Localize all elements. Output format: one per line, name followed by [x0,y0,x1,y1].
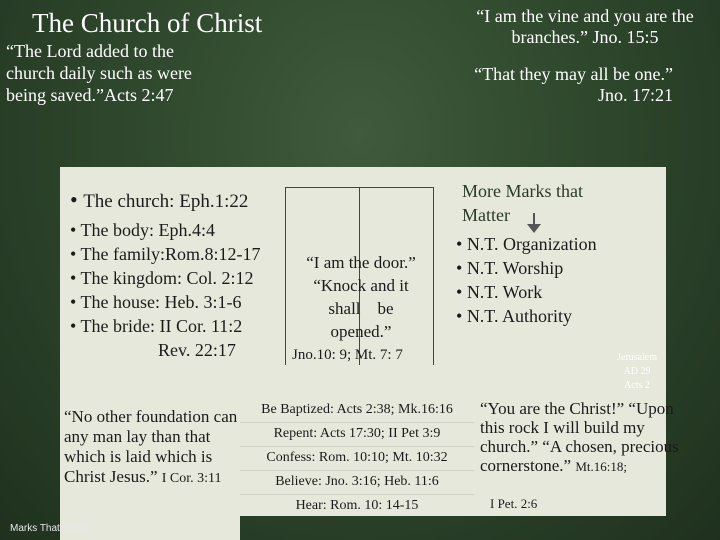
marks-heading-line: More Marks that [462,181,583,201]
bullet-icon: • [70,220,81,240]
page-title: The Church of Christ [32,8,263,38]
jerusalem-note [612,351,662,393]
rock-reference: Mt.16:18; [575,459,627,474]
step-repent: Repent: Acts 17:30; II Pet 3:9 [240,422,474,447]
bullet-icon: • [70,316,81,336]
step-believe: Believe: Jno. 3:16; Heb. 11:6 [240,470,474,495]
step-hear: Hear: Rom. 10: 14-15 [295,498,419,513]
marks-list [456,232,597,328]
list-item: • N.T. Authority [456,306,572,326]
door-outline-left [285,187,286,365]
bullet-icon: • [456,306,467,326]
bullet-icon: • [70,268,81,288]
list-item: • The church: Eph.1:22 [70,187,249,212]
bullet-icon: • [456,282,467,302]
foundation-quote: “No other foundation can any man lay than that which is laid which is Christ Jesus.” I Cor. 3:11 [64,407,238,486]
marks-heading [462,179,583,227]
bullet-icon: • [70,187,84,212]
bullet-icon: • [456,234,467,254]
list-item-continuation: Rev. 22:17 [158,340,236,360]
door-quote-line: “Knock and it [313,276,409,295]
list-item: • The bride: II Cor. 11:2 [70,316,243,336]
door-quote-line: opened.” [330,322,392,341]
list-item: • The body: Eph.4:4 [70,220,215,240]
list-item: • The kingdom: Col. 2:12 [70,268,254,288]
step-baptized: Be Baptized: Acts 2:38; Mk.16:16 [240,398,474,423]
door-quote [290,251,432,343]
list-item: • The house: Heb. 3:1-6 [70,292,242,312]
door-quote-line: shall be [328,299,394,318]
jerusalem-note-line: Jerusalem [617,352,657,363]
church-list [70,188,260,362]
jerusalem-note-line: AD 29 [623,366,651,377]
bullet-icon: • [70,244,81,264]
marks-heading-line: Matter [462,205,510,225]
jerusalem-note-line: Acts 2 [624,380,650,391]
peter-reference: I Pet. 2:6 [490,496,538,511]
door-quote-line: “I am the door.” [306,253,416,272]
bullet-icon: • [70,292,81,312]
unity-quote: “That they may all be one.” Jno. 17:21 [474,64,673,105]
list-item: • The family:Rom.8:12-17 [70,244,261,264]
list-item: • N.T. Organization [456,234,597,254]
list-item: • N.T. Worship [456,258,564,278]
vine-quote: “I am the vine and you are the branches.” Jno. 15:5 [476,6,694,47]
step-confess: Confess: Rom. 10:10; Mt. 10:32 [240,446,474,471]
acts-quote: “The Lord added to the church daily such as were being saved.”Acts 2:47 [6,41,192,105]
bullet-icon: • [456,258,467,278]
foundation-reference: I Cor. 3:11 [161,471,222,486]
door-reference: Jno.10: 9; Mt. 7: 7 [292,347,403,363]
door-outline-right [433,187,434,365]
list-item: • N.T. Work [456,282,543,302]
rock-quote: “You are the Christ!” “Upon this rock I will build my church.” “A chosen, precious cornerstone.” Mt.16:18; [480,399,679,475]
footer-label: Marks That Matter [10,523,91,534]
